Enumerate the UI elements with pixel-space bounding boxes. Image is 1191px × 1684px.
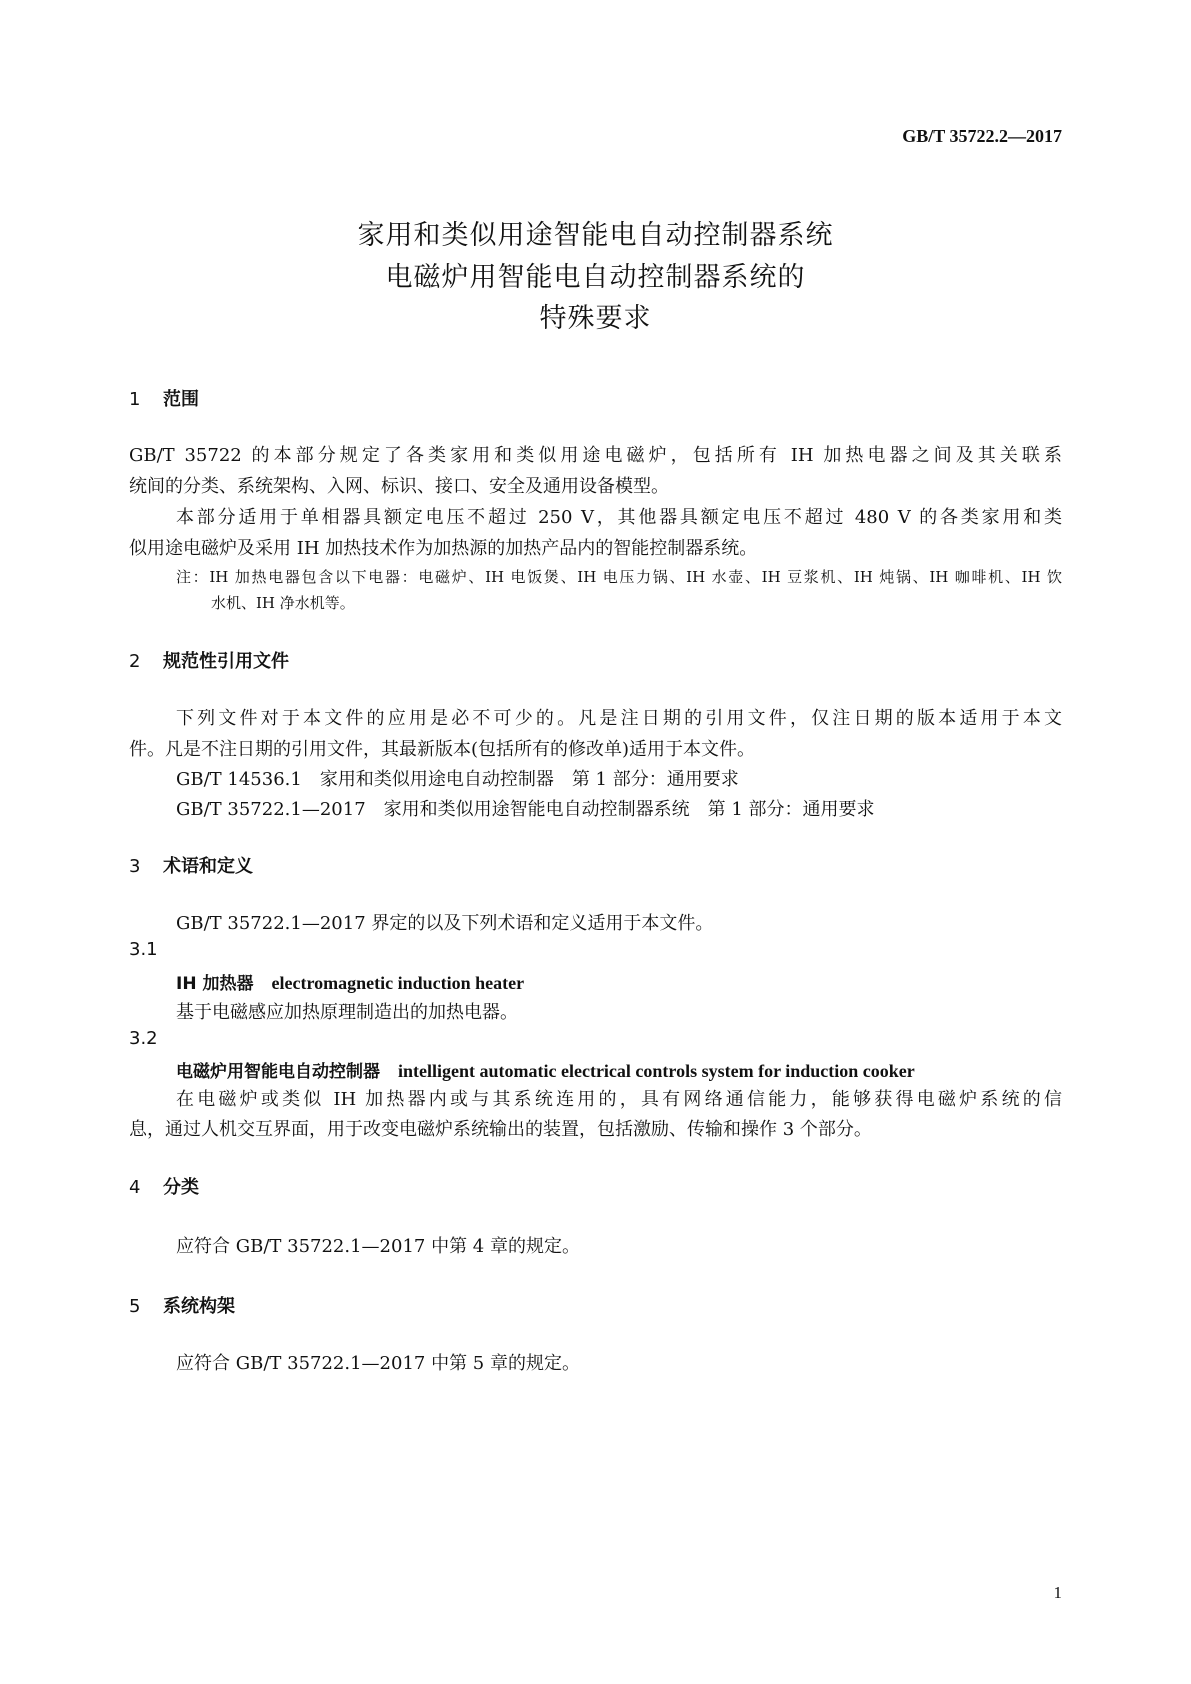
- term-3-2-definition-line1: 在电磁炉或类似 IH 加热器内或与其系统连用的，具有网络通信能力，能够获得电磁炉系统的信: [176, 1089, 1062, 1110]
- page-number: 1: [1053, 1583, 1062, 1602]
- section-2-para1-line1: 下列文件对于本文件的应用是必不可少的。凡是注日期的引用文件，仅注日期的版本适用于本文: [176, 708, 1062, 729]
- section-4-para: 应符合 GB/T 35722.1—2017 中第 4 章的规定。: [176, 1236, 580, 1257]
- term-en: electromagnetic induction heater: [271, 973, 525, 993]
- section-1-para1-line1: GB/T 35722 的本部分规定了各类家用和类似用途电磁炉，包括所有 IH 加热电器之间及其关联系: [129, 445, 1062, 466]
- doc-title-line2: 电磁炉用智能电自动控制器系统的: [385, 262, 806, 293]
- standard-number: GB/T 35722.2—2017: [902, 126, 1062, 146]
- section-number: 1: [129, 389, 141, 410]
- term-cn: 电磁炉用智能电自动控制器: [176, 1062, 380, 1082]
- section-number: 4: [129, 1177, 141, 1198]
- reference-2: GB/T 35722.1—2017 家用和类似用途智能电自动控制器系统 第 1 部分：通用要求: [176, 799, 875, 820]
- doc-title-line3: 特殊要求: [539, 303, 652, 334]
- section-title: 规范性引用文件: [163, 651, 289, 672]
- section-number: 2: [129, 651, 141, 672]
- section-2-heading: [129, 647, 289, 673]
- doc-title-line1: 家用和类似用途智能电自动控制器系统: [357, 220, 834, 251]
- section-title: 范围: [163, 389, 199, 410]
- section-1-para2-line1: 本部分适用于单相器具额定电压不超过 250 V，其他器具额定电压不超过 480 V 的各类家用和类: [176, 507, 1062, 528]
- term-3-2-definition-line2: 息，通过人机交互界面，用于改变电磁炉系统输出的装置，包括激励、传输和操作 3 个部分。: [129, 1119, 872, 1140]
- term-3-2-number: 3.2: [129, 1028, 158, 1049]
- section-3-intro: GB/T 35722.1—2017 界定的以及下列术语和定义适用于本文件。: [176, 913, 714, 934]
- section-5-para: 应符合 GB/T 35722.1—2017 中第 5 章的规定。: [176, 1353, 580, 1374]
- term-3-1-number: 3.1: [129, 939, 158, 960]
- section-1-heading: [129, 385, 199, 411]
- section-1-note-line1: 注：IH 加热电器包含以下电器：电磁炉、IH 电饭煲、IH 电压力锅、IH 水壶、IH 豆浆机、IH 炖锅、IH 咖啡机、IH 饮: [176, 568, 1062, 586]
- reference-1: GB/T 14536.1 家用和类似用途电自动控制器 第 1 部分：通用要求: [176, 769, 739, 790]
- section-5-heading: [129, 1292, 235, 1318]
- section-3-heading: [129, 852, 253, 878]
- section-title: 术语和定义: [163, 856, 253, 877]
- section-1-note-line2: 水机、IH 净水机等。: [211, 594, 355, 612]
- section-number: 5: [129, 1296, 141, 1317]
- term-en: intelligent automatic electrical controls system for induction cooker: [398, 1061, 915, 1081]
- section-number: 3: [129, 856, 141, 877]
- term-3-1: [176, 969, 524, 994]
- section-1-para2-line2: 似用途电磁炉及采用 IH 加热技术作为加热源的加热产品内的智能控制器系统。: [129, 538, 758, 559]
- section-title: 分类: [163, 1177, 199, 1198]
- section-4-heading: [129, 1173, 199, 1199]
- section-2-para1-line2: 件。凡是不注日期的引用文件，其最新版本(包括所有的修改单)适用于本文件。: [129, 739, 756, 760]
- term-3-2: [176, 1057, 915, 1082]
- term-cn: IH 加热器: [176, 974, 254, 994]
- section-1-para1-line2: 统间的分类、系统架构、入网、标识、接口、安全及通用设备模型。: [129, 476, 669, 497]
- term-3-1-definition: 基于电磁感应加热原理制造出的加热电器。: [176, 1002, 518, 1023]
- section-title: 系统构架: [163, 1296, 235, 1317]
